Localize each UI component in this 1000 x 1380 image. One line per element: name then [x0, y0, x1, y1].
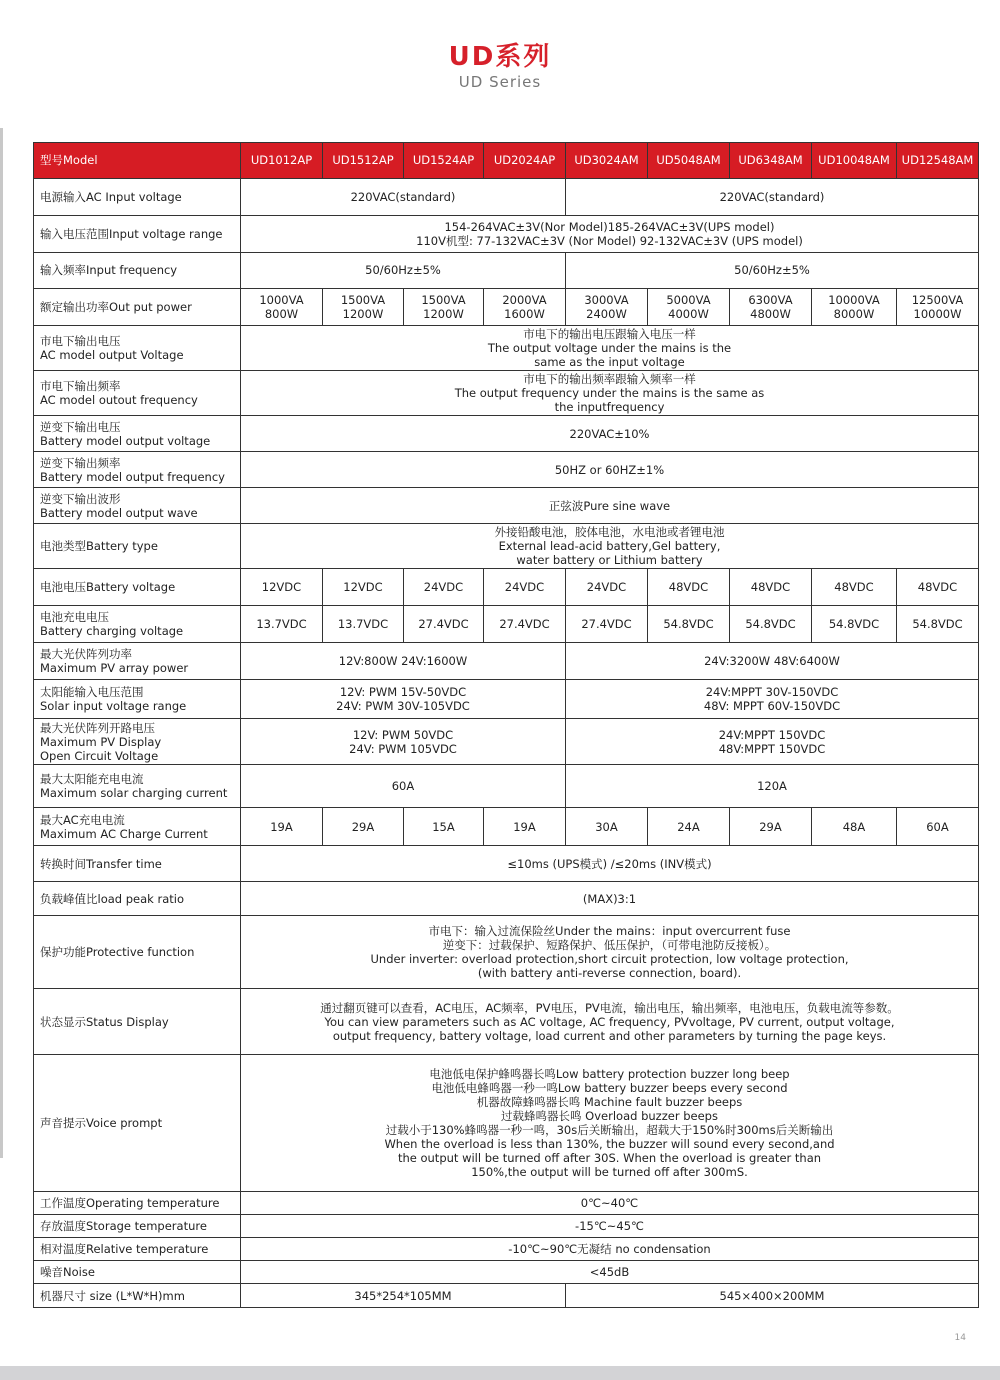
row-label: 机器尺寸 size (L*W*H)mm [34, 1284, 241, 1308]
spec-value: 电池低电保护蜂鸣器长鸣Low battery protection buzzer long beep 电池低电蜂鸣器一秒一鸣Low battery buzzer beeps every second 机器故障蜂鸣器长鸣 Machine fault buzzer beeps 过载蜂鸣器长鸣 Overload buzzer beeps 过载小于130%蜂鸣器一秒一鸣，30s后关断输出，超载大于150%时300ms后关断输出 When the overload is less than 130%, the buzzer will sound every second,and the output will be turned off after 30S. When the overload is greater than 150%,the output will be turned off after 300mS. [241, 1055, 979, 1192]
spec-value: 54.8VDC [897, 606, 979, 643]
spec-value: 50/60Hz±5% [241, 253, 566, 289]
page-subtitle: UD Series [458, 73, 542, 91]
spec-value: 27.4VDC [566, 606, 648, 643]
spec-value: 30A [566, 808, 648, 846]
spec-value: (MAX)3:1 [241, 882, 979, 916]
spec-value: 6300VA 4800W [730, 289, 812, 326]
row-label: 状态显示Status Display [34, 989, 241, 1055]
spec-value: 13.7VDC [323, 606, 404, 643]
spec-value: 48VDC [812, 569, 897, 606]
spec-value: 545×400×200MM [566, 1284, 979, 1308]
row-label: 电池充电电压 Battery charging voltage [34, 606, 241, 643]
row-label: 转换时间Transfer time [34, 846, 241, 882]
table-row [34, 882, 979, 916]
table-row [34, 488, 979, 524]
model-header-cell: UD2024AP [484, 143, 566, 179]
table-row [34, 416, 979, 452]
spec-value: 48VDC [897, 569, 979, 606]
model-header-cell: UD1512AP [323, 143, 404, 179]
spec-value: 29A [323, 808, 404, 846]
row-label: 输入电压范围Input voltage range [34, 216, 241, 253]
table-row [34, 326, 979, 371]
spec-value: 48VDC [730, 569, 812, 606]
table-row [34, 1261, 979, 1284]
row-label: 最大光伏阵列功率 Maximum PV array power [34, 643, 241, 680]
table-row [34, 680, 979, 719]
row-label: 逆变下输出波形 Battery model output wave [34, 488, 241, 524]
row-label: 输入频率Input frequency [34, 253, 241, 289]
spec-value: 0℃~40℃ [241, 1192, 979, 1215]
table-row [34, 179, 979, 216]
spec-value: 24V:3200W 48V:6400W [566, 643, 979, 680]
table-row [34, 916, 979, 989]
spec-value: 市电下：输入过流保险丝Under the mains：input overcurrent fuse 逆变下：过载保护、短路保护、低压保护，（可带电池防反接板）。 Under inverter: overload protection,short circuit protection, low voltage protection, (with battery anti-reverse connection, board). [241, 916, 979, 989]
table-row [34, 719, 979, 765]
row-label: 电源输入AC Input voltage [34, 179, 241, 216]
row-label: 相对温度Relative temperature [34, 1238, 241, 1261]
spec-value: 1500VA 1200W [404, 289, 484, 326]
table-row [34, 1215, 979, 1238]
table-row [34, 289, 979, 326]
row-label: 市电下输出频率 AC model outout frequency [34, 371, 241, 416]
spec-value: 市电下的输出频率跟输入频率一样 The output frequency under the mains is the same as the inputfrequency [241, 371, 979, 416]
spec-value: 10000VA 8000W [812, 289, 897, 326]
spec-value: 12VDC [323, 569, 404, 606]
row-label: 保护功能Protective function [34, 916, 241, 989]
spec-value: 市电下的输出电压跟输入电压一样 The output voltage under the mains is the same as the input voltage [241, 326, 979, 371]
spec-value: 220VAC(standard) [566, 179, 979, 216]
model-header-label: 型号Model [34, 143, 241, 179]
left-edge-line [0, 128, 3, 1158]
row-label: 最大AC充电电流 Maximum AC Charge Current [34, 808, 241, 846]
spec-value: 13.7VDC [241, 606, 323, 643]
page-number: 14 [954, 1333, 966, 1343]
spec-value: 5000VA 4000W [648, 289, 730, 326]
table-row [34, 253, 979, 289]
model-header-cell: UD1012AP [241, 143, 323, 179]
row-label: 太阳能输入电压范围 Solar input voltage range [34, 680, 241, 719]
table-row [34, 216, 979, 253]
spec-value: 19A [484, 808, 566, 846]
spec-value: 50HZ or 60HZ±1% [241, 452, 979, 488]
row-label: 声音提示Voice prompt [34, 1055, 241, 1192]
table-header-row [34, 143, 979, 179]
spec-value: 1000VA 800W [241, 289, 323, 326]
spec-value: 12V:800W 24V:1600W [241, 643, 566, 680]
table-row [34, 524, 979, 569]
row-label: 额定输出功率Out put power [34, 289, 241, 326]
table-row [34, 989, 979, 1055]
spec-value: 12V: PWM 15V-50VDC 24V: PWM 30V-105VDC [241, 680, 566, 719]
spec-value: 24A [648, 808, 730, 846]
table-row [34, 808, 979, 846]
table-row [34, 1055, 979, 1192]
table-row [34, 371, 979, 416]
spec-value: 外接铅酸电池，胶体电池，水电池或者锂电池 External lead-acid battery,Gel battery, water battery or Lithium battery [241, 524, 979, 569]
spec-value: 24V:MPPT 150VDC 48V:MPPT 150VDC [566, 719, 979, 765]
table-row [34, 452, 979, 488]
spec-value: 通过翻页键可以查看，AC电压，AC频率，PV电压，PV电流，输出电压，输出频率，电池电压，负载电流等参数。 You can view parameters such as AC voltage, AC frequency, PVvoltage, PV current, output voltage, output frequency, battery voltage, load current and other parameters by turning the page keys. [241, 989, 979, 1055]
spec-value: 24VDC [404, 569, 484, 606]
spec-value: <45dB [241, 1261, 979, 1284]
table-row [34, 1238, 979, 1261]
row-label: 市电下输出电压 AC model output Voltage [34, 326, 241, 371]
spec-value: 50/60Hz±5% [566, 253, 979, 289]
table-row [34, 1192, 979, 1215]
spec-value: 15A [404, 808, 484, 846]
table-row [34, 606, 979, 643]
spec-value: 正弦波Pure sine wave [241, 488, 979, 524]
table-row [34, 569, 979, 606]
spec-value: 54.8VDC [648, 606, 730, 643]
row-label: 最大光伏阵列开路电压 Maximum PV Display Open Circuit Voltage [34, 719, 241, 765]
spec-value: 2000VA 1600W [484, 289, 566, 326]
row-label: 噪音Noise [34, 1261, 241, 1284]
spec-value: 154-264VAC±3V(Nor Model)185-264VAC±3V(UPS model) 110V机型: 77-132VAC±3V (Nor Model) 92-132VAC±3V (UPS model) [241, 216, 979, 253]
spec-value: 120A [566, 765, 979, 808]
row-label: 存放温度Storage temperature [34, 1215, 241, 1238]
spec-value: 27.4VDC [404, 606, 484, 643]
row-label: 工作温度Operating temperature [34, 1192, 241, 1215]
table-row [34, 1284, 979, 1308]
spec-value: 54.8VDC [812, 606, 897, 643]
page-title: UD系列 [448, 42, 552, 72]
model-header-cell: UD3024AM [566, 143, 648, 179]
bottom-bar [0, 1366, 1000, 1380]
spec-value: 220VAC±10% [241, 416, 979, 452]
model-header-cell: UD10048AM [812, 143, 897, 179]
spec-value: 54.8VDC [730, 606, 812, 643]
row-label: 逆变下输出频率 Battery model output frequency [34, 452, 241, 488]
table-row [34, 846, 979, 882]
spec-value: 48A [812, 808, 897, 846]
spec-value: 27.4VDC [484, 606, 566, 643]
table-row [34, 765, 979, 808]
spec-table [33, 142, 979, 1308]
model-header-cell: UD5048AM [648, 143, 730, 179]
row-label: 电池类型Battery type [34, 524, 241, 569]
spec-value: 48VDC [648, 569, 730, 606]
table-row [34, 643, 979, 680]
model-header-cell: UD6348AM [730, 143, 812, 179]
model-header-cell: UD1524AP [404, 143, 484, 179]
spec-value: 60A [897, 808, 979, 846]
spec-value: 60A [241, 765, 566, 808]
spec-value: 220VAC(standard) [241, 179, 566, 216]
spec-value: 29A [730, 808, 812, 846]
spec-value: 12500VA 10000W [897, 289, 979, 326]
spec-value: -15℃~45℃ [241, 1215, 979, 1238]
spec-value: 24VDC [566, 569, 648, 606]
spec-value: 19A [241, 808, 323, 846]
spec-value: ≤10ms (UPS模式) /≤20ms (INV模式) [241, 846, 979, 882]
row-label: 最大太阳能充电电流 Maximum solar charging current [34, 765, 241, 808]
spec-value: 345*254*105MM [241, 1284, 566, 1308]
spec-value: 24VDC [484, 569, 566, 606]
spec-value: 1500VA 1200W [323, 289, 404, 326]
model-header-cell: UD12548AM [897, 143, 979, 179]
row-label: 负载峰值比load peak ratio [34, 882, 241, 916]
spec-value: 12VDC [241, 569, 323, 606]
spec-value: 12V: PWM 50VDC 24V: PWM 105VDC [241, 719, 566, 765]
row-label: 电池电压Battery voltage [34, 569, 241, 606]
spec-value: -10℃~90℃无凝结 no condensation [241, 1238, 979, 1261]
row-label: 逆变下输出电压 Battery model output voltage [34, 416, 241, 452]
spec-value: 24V:MPPT 30V-150VDC 48V: MPPT 60V-150VDC [566, 680, 979, 719]
spec-value: 3000VA 2400W [566, 289, 648, 326]
